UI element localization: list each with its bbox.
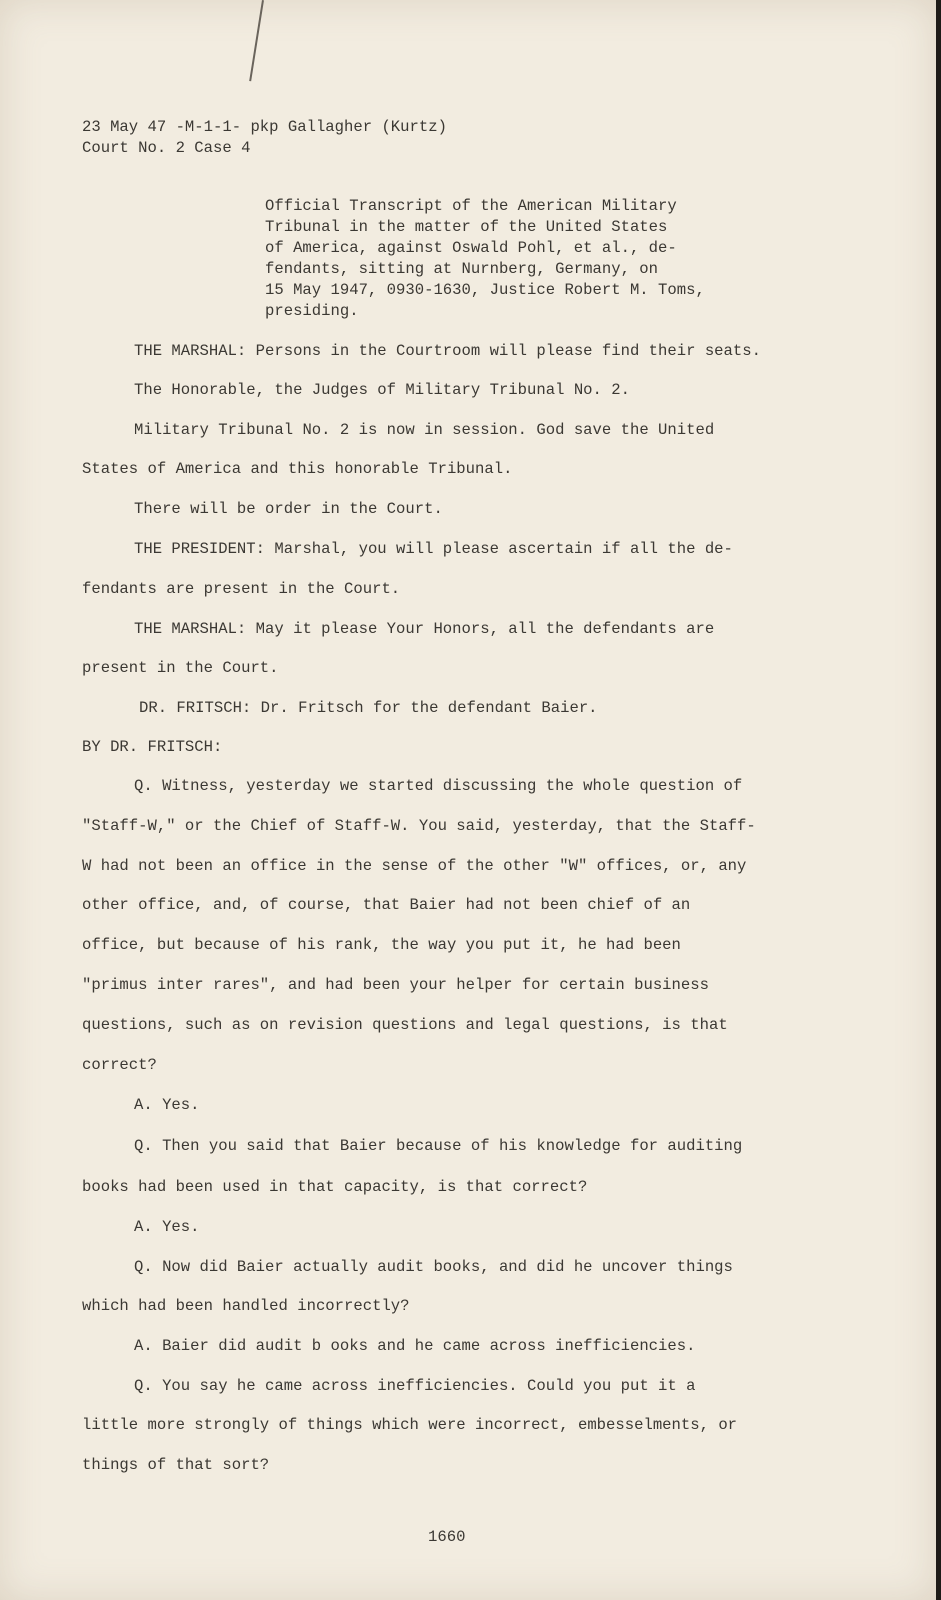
transcript-line: questions, such as on revision questions and legal questions, is that xyxy=(82,1016,728,1034)
transcript-line: The Honorable, the Judges of Military Tribunal No. 2. xyxy=(134,381,630,399)
transcript-line: which had been handled incorrectly? xyxy=(82,1297,410,1315)
header-line-2: Court No. 2 Case 4 xyxy=(82,139,251,157)
transcript-line: Q. Now did Baier actually audit books, and did he uncover things xyxy=(134,1258,733,1276)
transcript-line: There will be order in the Court. xyxy=(134,500,443,518)
transcript-line: BY DR. FRITSCH: xyxy=(82,738,223,756)
caption-line: Tribunal in the matter of the United States xyxy=(265,218,668,236)
transcript-line: DR. FRITSCH: Dr. Fritsch for the defendant Baier. xyxy=(139,699,598,717)
caption-line: presiding. xyxy=(265,302,359,320)
transcript-line: Military Tribunal No. 2 is now in session. God save the United xyxy=(134,421,715,439)
transcript-line: little more strongly of things which were incorrect, embesselments, or xyxy=(82,1416,738,1434)
transcript-line: W had not been an office in the sense of the other "W" offices, or, any xyxy=(82,857,747,875)
transcript-line: "primus inter rares", and had been your helper for certain business xyxy=(82,976,709,994)
header-line-1: 23 May 47 -M-1-1- pkp Gallagher (Kurtz) xyxy=(82,118,447,136)
transcript-line: other office, and, of course, that Baier had not been chief of an xyxy=(82,896,691,914)
transcript-line: fendants are present in the Court. xyxy=(82,580,401,598)
caption-line: Official Transcript of the American Military xyxy=(265,197,677,215)
page-number: 1660 xyxy=(428,1528,466,1546)
caption-line: of America, against Oswald Pohl, et al., de- xyxy=(265,239,677,257)
transcript-line: Q. Witness, yesterday we started discussing the whole question of xyxy=(134,777,743,795)
page-edge xyxy=(936,0,941,1600)
transcript-line: THE MARSHAL: Persons in the Courtroom will please find their seats. xyxy=(134,342,761,360)
transcript-line: THE PRESIDENT: Marshal, you will please ascertain if all the de- xyxy=(134,540,733,558)
transcript-line: correct? xyxy=(82,1056,157,1074)
caption-line: 15 May 1947, 0930-1630, Justice Robert M. Toms, xyxy=(265,281,705,299)
transcript-line: States of America and this honorable Tribunal. xyxy=(82,460,513,478)
transcript-line: A. Yes. xyxy=(134,1218,200,1236)
caption-line: fendants, sitting at Nurnberg, Germany, on xyxy=(265,260,659,278)
transcript-line: office, but because of his rank, the way you put it, he had been xyxy=(82,936,681,954)
pencil-mark xyxy=(249,0,264,81)
transcript-line: A. Baier did audit b ooks and he came across inefficiencies. xyxy=(134,1337,696,1355)
transcript-line: present in the Court. xyxy=(82,659,279,677)
transcript-line: books had been used in that capacity, is that correct? xyxy=(82,1178,588,1196)
transcript-line: THE MARSHAL: May it please Your Honors, all the defendants are xyxy=(134,620,715,638)
transcript-line: things of that sort? xyxy=(82,1456,270,1474)
transcript-line: "Staff-W," or the Chief of Staff-W. You said, yesterday, that the Staff- xyxy=(82,817,756,835)
transcript-line: A. Yes. xyxy=(134,1096,200,1114)
transcript-line: Q. You say he came across inefficiencies. Could you put it a xyxy=(134,1377,696,1395)
transcript-line: Q. Then you said that Baier because of his knowledge for auditing xyxy=(134,1137,743,1155)
